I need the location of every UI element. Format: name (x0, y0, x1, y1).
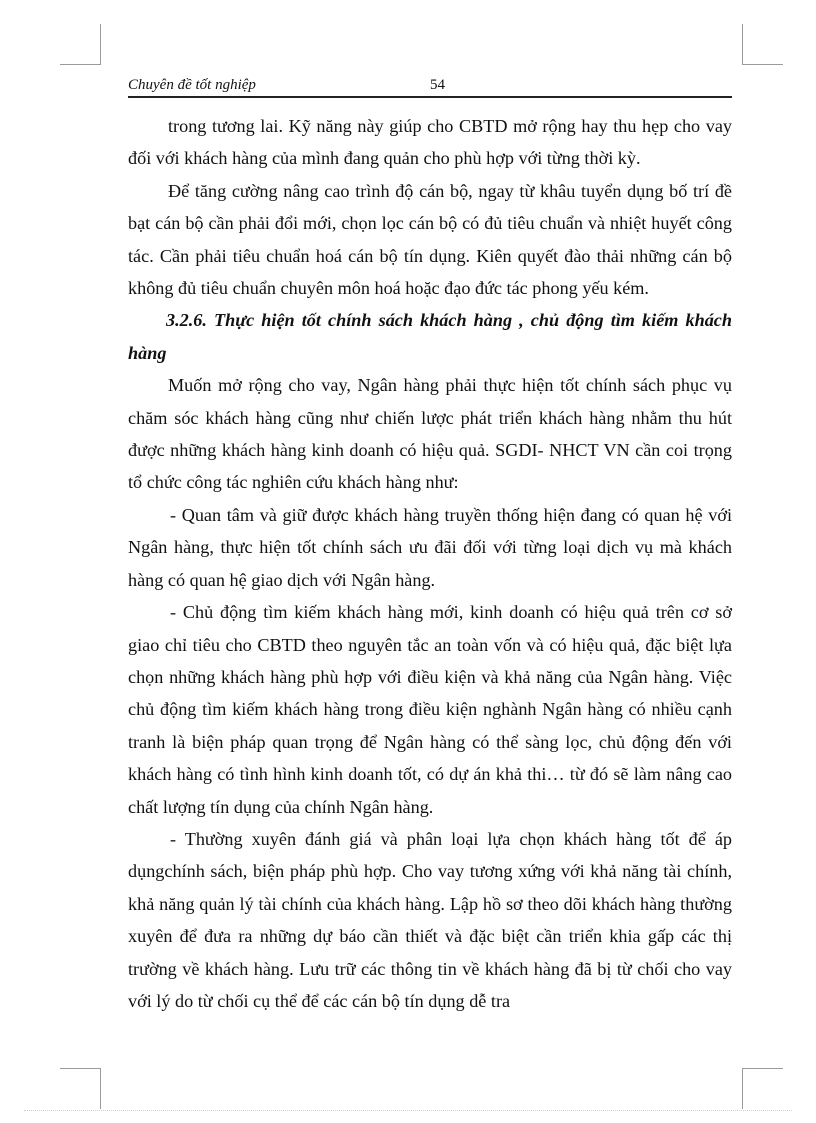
header-title: Chuyên đề tốt nghiệp (128, 77, 256, 93)
crop-mark-bottom-left (60, 1068, 101, 1109)
page-number: 54 (430, 77, 445, 93)
bullet-item: - Thường xuyên đánh giá và phân loại lựa chọn khách hàng tốt để áp dụngchính sách, biện pháp phù hợp. Cho vay tương xứng với khả năng tài chính, khả năng quản lý tài chính của khách hàng. Lập hồ sơ theo dõi khách hàng thường xuyên để đưa ra những dự báo cần thiết và đặc biệt cần triển khia gấp các thị trường về khách hàng. Lưu trữ các thông tin về khách hàng đã bị từ chối cho vay với lý do từ chối cụ thể để các cán bộ tín dụng dễ tra (128, 828, 732, 1011)
paragraph-staff-training: Để tăng cường nâng cao trình độ cán bộ, ngay từ khâu tuyển dụng bố trí đề bạt cán bộ cần phải đổi mới, chọn lọc cán bộ có đủ tiêu chuẩn và nhiệt huyết công tác. Cần phải tiêu chuẩn hoá cán bộ tín dụng. Kiên quyết đào thải những cán bộ không đủ tiêu chuẩn chuyên môn hoá hoặc đạo đức tác phong yếu kém. (128, 180, 732, 299)
document-body (128, 110, 732, 1017)
crop-mark-top-right (742, 24, 783, 65)
crop-mark-top-left (60, 24, 101, 65)
bullet-item: - Quan tâm và giữ được khách hàng truyền thống hiện đang có quan hệ với Ngân hàng, thực hiện tốt chính sách ưu đãi đối với từng loại dịch vụ mà khách hàng có quan hệ giao dịch với Ngân hàng. (128, 504, 732, 590)
section-heading: 3.2.6. Thực hiện tốt chính sách khách hàng , chủ động tìm kiếm khách hàng (128, 310, 732, 363)
paragraph-continuation: trong tương lai. Kỹ năng này giúp cho CBTD mở rộng hay thu hẹp cho vay đối với khách hàng của mình đang quản cho phù hợp với từng thời kỳ. (128, 116, 732, 169)
bullet-item: - Chủ động tìm kiếm khách hàng mới, kinh doanh có hiệu quả trên cơ sở giao chỉ tiêu cho CBTD theo nguyên tắc an toàn vốn và có hiệu quả, đặc biệt lựa chọn những khách hàng phù hợp với điều kiện và khả năng của Ngân hàng. Việc chủ động tìm kiếm khách hàng trong điều kiện nghành Ngân hàng có nhiều cạnh tranh là biện pháp quan trọng để Ngân hàng có thể sàng lọc, chủ động đến với khách hàng có tình hình kinh doanh tốt, có dự án khả thi… từ đó sẽ làm nâng cao chất lượng tín dụng của chính Ngân hàng. (128, 602, 732, 817)
page-header (128, 74, 732, 98)
paragraph-customer-policy: Muốn mở rộng cho vay, Ngân hàng phải thực hiện tốt chính sách phục vụ chăm sóc khách hàng cũng như chiến lược phát triển khách hàng nhằm thu hút được những khách hàng kinh doanh có hiệu quả. SGDI- NHCT VN cần coi trọng tổ chức công tác nghiên cứu khách hàng như: (128, 375, 732, 493)
page-bottom-border (24, 1110, 792, 1111)
crop-mark-bottom-right (742, 1068, 783, 1109)
